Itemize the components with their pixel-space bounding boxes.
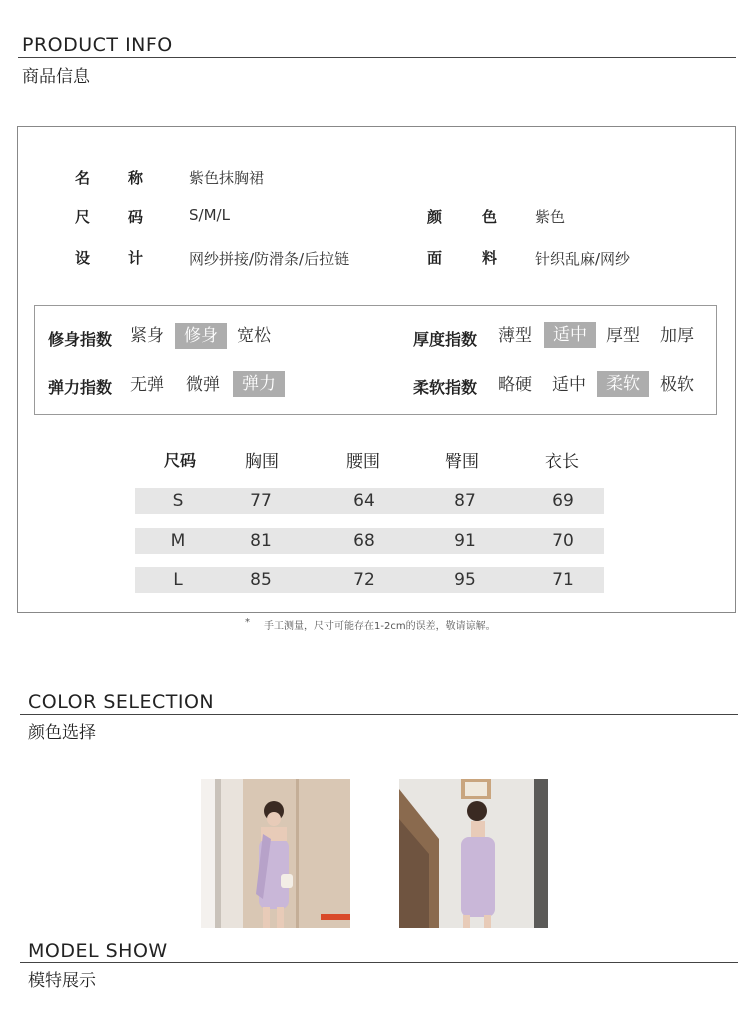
attribute-index-box — [34, 305, 717, 415]
model-back-illustration — [399, 779, 548, 928]
table-cell: S — [172, 491, 184, 511]
elasticity-index-label: 弹力指数 — [48, 378, 113, 397]
table-cell: 81 — [250, 531, 272, 551]
softness-option-extra-soft: 极软 — [660, 375, 694, 395]
color-selection-subtitle: 颜色选择 — [28, 723, 96, 743]
size-table-header-hip: 臀围 — [445, 452, 479, 472]
spec-name-value: 紫色抹胸裙 — [189, 169, 265, 187]
spec-design-value: 网纱拼接/防滑条/后拉链 — [189, 250, 350, 268]
spec-fabric-label-2: 料 — [482, 249, 498, 267]
softness-option-soft: 柔软 — [597, 371, 649, 397]
spec-name-label-1: 名 — [75, 169, 91, 187]
model-show-subtitle: 模特展示 — [28, 971, 96, 991]
thickness-option-extra-thick: 加厚 — [660, 326, 694, 346]
table-cell: L — [173, 570, 183, 590]
thickness-option-medium: 适中 — [544, 322, 596, 348]
spec-design-label-1: 设 — [75, 249, 91, 267]
product-info-rule — [18, 57, 736, 58]
thickness-option-thin: 薄型 — [498, 326, 532, 346]
note-star: * — [245, 617, 250, 628]
elasticity-option-slight: 微弹 — [186, 375, 220, 395]
spec-color-label-1: 颜 — [427, 208, 443, 226]
size-table-header-length: 衣长 — [545, 452, 579, 472]
softness-option-medium: 适中 — [552, 375, 586, 395]
fit-option-loose: 宽松 — [237, 326, 271, 346]
fit-option-slim: 修身 — [175, 323, 227, 349]
size-table-header-size: 尺码 — [163, 451, 196, 470]
elasticity-option-none: 无弹 — [130, 375, 164, 395]
table-cell: 87 — [454, 491, 476, 511]
spec-name-label-2: 称 — [128, 169, 144, 187]
spec-design-label-2: 计 — [128, 249, 144, 267]
spec-fabric-label-1: 面 — [427, 249, 443, 267]
spec-size-value: S/M/L — [189, 206, 230, 224]
softness-index-label: 柔软指数 — [413, 378, 478, 397]
size-table-header-bust: 胸围 — [245, 452, 279, 472]
table-cell: 68 — [353, 531, 375, 551]
model-front-illustration — [201, 779, 350, 928]
table-cell: 95 — [454, 570, 476, 590]
color-swatch-photo-back[interactable] — [399, 779, 548, 928]
color-selection-rule — [20, 714, 738, 715]
table-cell: M — [170, 531, 186, 551]
table-cell: 72 — [353, 570, 375, 590]
spec-size-label-2: 码 — [128, 208, 144, 226]
table-cell: 91 — [454, 531, 476, 551]
thickness-index-label: 厚度指数 — [413, 330, 478, 349]
table-cell: 69 — [552, 491, 574, 511]
product-info-subtitle: 商品信息 — [22, 67, 90, 87]
table-cell: 64 — [353, 491, 375, 511]
table-cell: 77 — [250, 491, 272, 511]
table-cell: 85 — [250, 570, 272, 590]
thickness-option-thick: 厚型 — [606, 326, 640, 346]
table-cell: 71 — [552, 570, 574, 590]
color-swatch-photo-front[interactable] — [201, 779, 350, 928]
fit-option-tight: 紧身 — [130, 326, 164, 346]
spec-fabric-value: 针织乱麻/网纱 — [535, 250, 631, 268]
model-show-rule — [20, 962, 738, 963]
measurement-note: 手工测量，尺寸可能存在1-2cm的误差，敬请谅解。 — [264, 621, 496, 632]
spec-size-label-1: 尺 — [75, 208, 91, 226]
spec-color-value: 紫色 — [535, 208, 566, 226]
model-show-title: MODEL SHOW — [28, 940, 168, 962]
color-selection-title: COLOR SELECTION — [28, 691, 215, 713]
elasticity-option-stretch: 弹力 — [233, 371, 285, 397]
product-info-title: PRODUCT INFO — [22, 34, 173, 56]
fit-index-label: 修身指数 — [48, 330, 113, 349]
table-cell: 70 — [552, 531, 574, 551]
size-table-header-waist: 腰围 — [346, 452, 380, 472]
softness-option-hard: 略硬 — [498, 375, 532, 395]
spec-color-label-2: 色 — [482, 208, 498, 226]
